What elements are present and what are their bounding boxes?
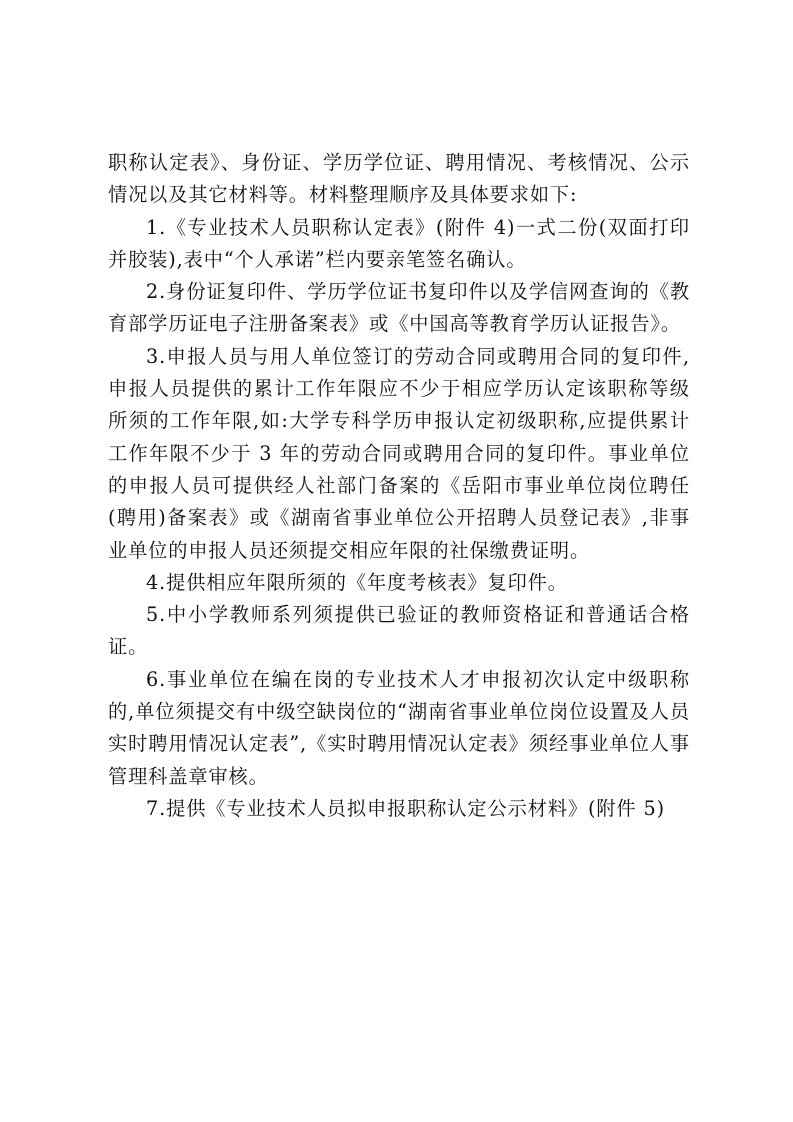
- paragraph-item-5: 5.中小学教师系列须提供已验证的教师资格证和普通话合格证。: [108, 603, 690, 659]
- paragraph-item-2: 2.身份证复印件、学历学位证书复印件以及学信网查询的《教育部学历证电子注册备案表》或《中国高等教育学历认证报告》。: [108, 280, 690, 336]
- paragraph-item-4: 4.提供相应年限所须的《年度考核表》复印件。: [146, 570, 568, 594]
- paragraph-item-6: 6.事业单位在编在岗的专业技术人才申报初次认定中级职称的,单位须提交有中级空缺岗位的“湖南省事业单位岗位设置及人员实时聘用情况认定表”,《实时聘用情况认定表》须经事业单位人事管理科盖章审核。: [108, 667, 690, 788]
- paragraph-item-7: 7.提供《专业技术人员拟申报职称认定公示材料》(附件 5): [146, 796, 665, 820]
- document-body: [108, 147, 690, 825]
- paragraph-item-1: 1.《专业技术人员职称认定表》(附件 4)一式二份(双面打印并胶装),表中“个人承诺”栏内要亲笔签名确认。: [108, 215, 690, 271]
- paragraph-item-3: 3.申报人员与用人单位签订的劳动合同或聘用合同的复印件,申报人员提供的累计工作年限应不少于相应学历认定该职称等级所须的工作年限,如:大学专科学历申报认定初级职称,应提供累计工作年限不少于 3 年的劳动合同或聘用合同的复印件。事业单位的申报人员可提供经人社部门备案的《岳阳市事业单位岗位聘任(聘用)备案表》或《湖南省事业单位公开招聘人员登记表》,非事业单位的申报人员还须提交相应年限的社保缴费证明。: [108, 344, 690, 562]
- paragraph-intro-continued: 职称认定表》、身份证、学历学位证、聘用情况、考核情况、公示情况以及其它材料等。材料整理顺序及具体要求如下:: [108, 151, 690, 207]
